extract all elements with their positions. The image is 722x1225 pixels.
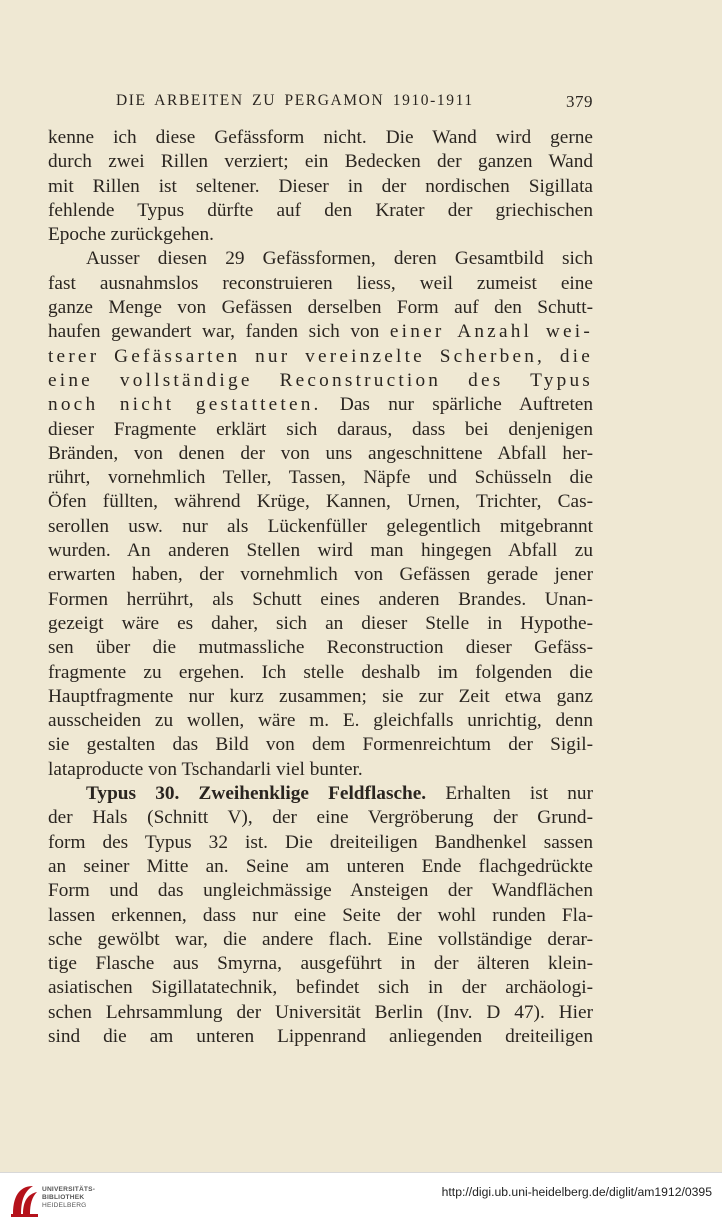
- body-text: [48, 126, 593, 1049]
- text-line: sche gewölbt war, die andere flach. Eine vollständige derar-: [48, 928, 593, 950]
- text-line: gezeigt wäre es daher, sich an dieser Stelle in Hypothe-: [48, 612, 593, 634]
- text-run: Das nur spärliche Auftreten: [321, 394, 593, 416]
- logo-base-icon: [11, 1214, 38, 1217]
- page-number: 379: [566, 92, 593, 111]
- text-line: ganze Menge von Gefässen derselben Form auf den Schutt-: [48, 297, 593, 319]
- text-line: der Hals (Schnitt V), der eine Vergröberung der Grund-: [48, 807, 593, 829]
- text-line: wurden. An anderen Stellen wird man hingegen Abfall zu: [48, 540, 593, 562]
- text-line: Epoche zurückgehen.: [48, 224, 214, 246]
- text-line: mit Rillen ist seltener. Dieser in der nordischen Sigillata: [48, 175, 593, 197]
- spaced-text-run: eine vollständige Reconstruction des Typus: [48, 369, 593, 391]
- text-line: rührt, vornehmlich Teller, Tassen, Näpfe und Schüsseln die: [48, 467, 593, 489]
- library-name: [42, 1186, 95, 1210]
- logo-arc-inner-icon: [23, 1192, 37, 1214]
- text-line: asiatischen Sigillatatechnik, befindet sich in der archäologi-: [48, 977, 593, 999]
- spaced-text-run: noch nicht gestatteten.: [48, 394, 322, 416]
- text-line: serollen usw. nur als Lückenfüller gelegentlich mitgebrannt: [48, 515, 593, 537]
- text-line: fragmente zu ergehen. Ich stelle deshalb im folgenden die: [48, 661, 593, 683]
- spaced-text-run: einer Anzahl wei-: [389, 321, 593, 343]
- viewer-footer: [0, 1172, 722, 1225]
- text-run: Erhalten ist nur: [426, 783, 593, 805]
- text-line: lassen erkennen, dass nur eine Seite der wohl runden Fla-: [48, 904, 593, 926]
- text-line: ausscheiden zu wollen, wäre m. E. gleichfalls unrichtig, denn: [48, 710, 593, 732]
- text-run: haufen gewandert war, fanden sich von: [48, 321, 390, 343]
- text-line: fast ausnahmslos reconstruieren liess, weil zumeist eine: [48, 272, 593, 294]
- text-line: sen über die mutmassliche Reconstruction dieser Gefäss-: [48, 637, 593, 659]
- text-line: [48, 782, 593, 806]
- text-line: [48, 393, 593, 417]
- text-line: kenne ich diese Gefässform nicht. Die Wand wird gerne: [48, 127, 593, 148]
- spaced-text-run: terer Gefässarten nur vereinzelte Scherben, die: [48, 345, 593, 367]
- text-line: [48, 345, 593, 369]
- text-line: [48, 369, 593, 393]
- ub-heidelberg-logo-icon[interactable]: [8, 1181, 42, 1219]
- text-line: an seiner Mitte an. Seine am unteren Ende flachgedrückte: [48, 855, 593, 877]
- text-line: Form und das ungleichmässige Ansteigen der Wandflächen: [48, 880, 593, 902]
- text-line: Ausser diesen 29 Gefässformen, deren Gesamtbild sich: [86, 248, 593, 270]
- text-line: sie gestalten das Bild von dem Formenreichtum der Sigil-: [48, 734, 593, 756]
- text-line: lataproducte von Tschandarli viel bunter.: [48, 758, 363, 780]
- text-line: [48, 320, 593, 344]
- page-header: [48, 92, 593, 116]
- permalink-url[interactable]: http://digi.ub.uni-heidelberg.de/diglit/am1912/0395: [441, 1185, 712, 1199]
- library-name-line: BIBLIOTHEK: [42, 1194, 85, 1201]
- text-line: form des Typus 32 ist. Die dreiteiligen Bandhenkel sassen: [48, 831, 593, 853]
- text-line: Formen herrührt, als Schutt eines anderen Brandes. Unan-: [48, 588, 593, 610]
- library-name-line: UNIVERSITÄTS-: [42, 1186, 96, 1193]
- text-line: fehlende Typus dürfte auf den Krater der griechischen: [48, 199, 593, 221]
- library-name-line: HEIDELBERG: [42, 1202, 87, 1209]
- text-line: Hauptfragmente nur kurz zusammen; sie zur Zeit etwa ganz: [48, 685, 593, 707]
- text-line: durch zwei Rillen verziert; ein Bedecken der ganzen Wand: [48, 151, 593, 173]
- running-title: DIE ARBEITEN ZU PERGAMON 1910-1911: [116, 92, 474, 109]
- text-line: erwarten haben, der vornehmlich von Gefässen gerade jener: [48, 564, 593, 586]
- text-line: tige Flasche aus Smyrna, ausgeführt in der älteren klein-: [48, 953, 593, 975]
- section-heading: Typus 30. Zweihenklige Feldflasche.: [86, 783, 427, 805]
- text-line: Öfen füllten, während Krüge, Kannen, Urnen, Trichter, Cas-: [48, 491, 593, 513]
- text-line: dieser Fragmente erklärt sich daraus, dass bei denjenigen: [48, 418, 593, 440]
- text-line: sind die am unteren Lippenrand anliegenden dreiteiligen: [48, 1025, 593, 1047]
- text-line: Bränden, von denen der von uns angeschnittene Abfall her-: [48, 442, 593, 464]
- text-line: schen Lehrsammlung der Universität Berlin (Inv. D 47). Hier: [48, 1001, 593, 1023]
